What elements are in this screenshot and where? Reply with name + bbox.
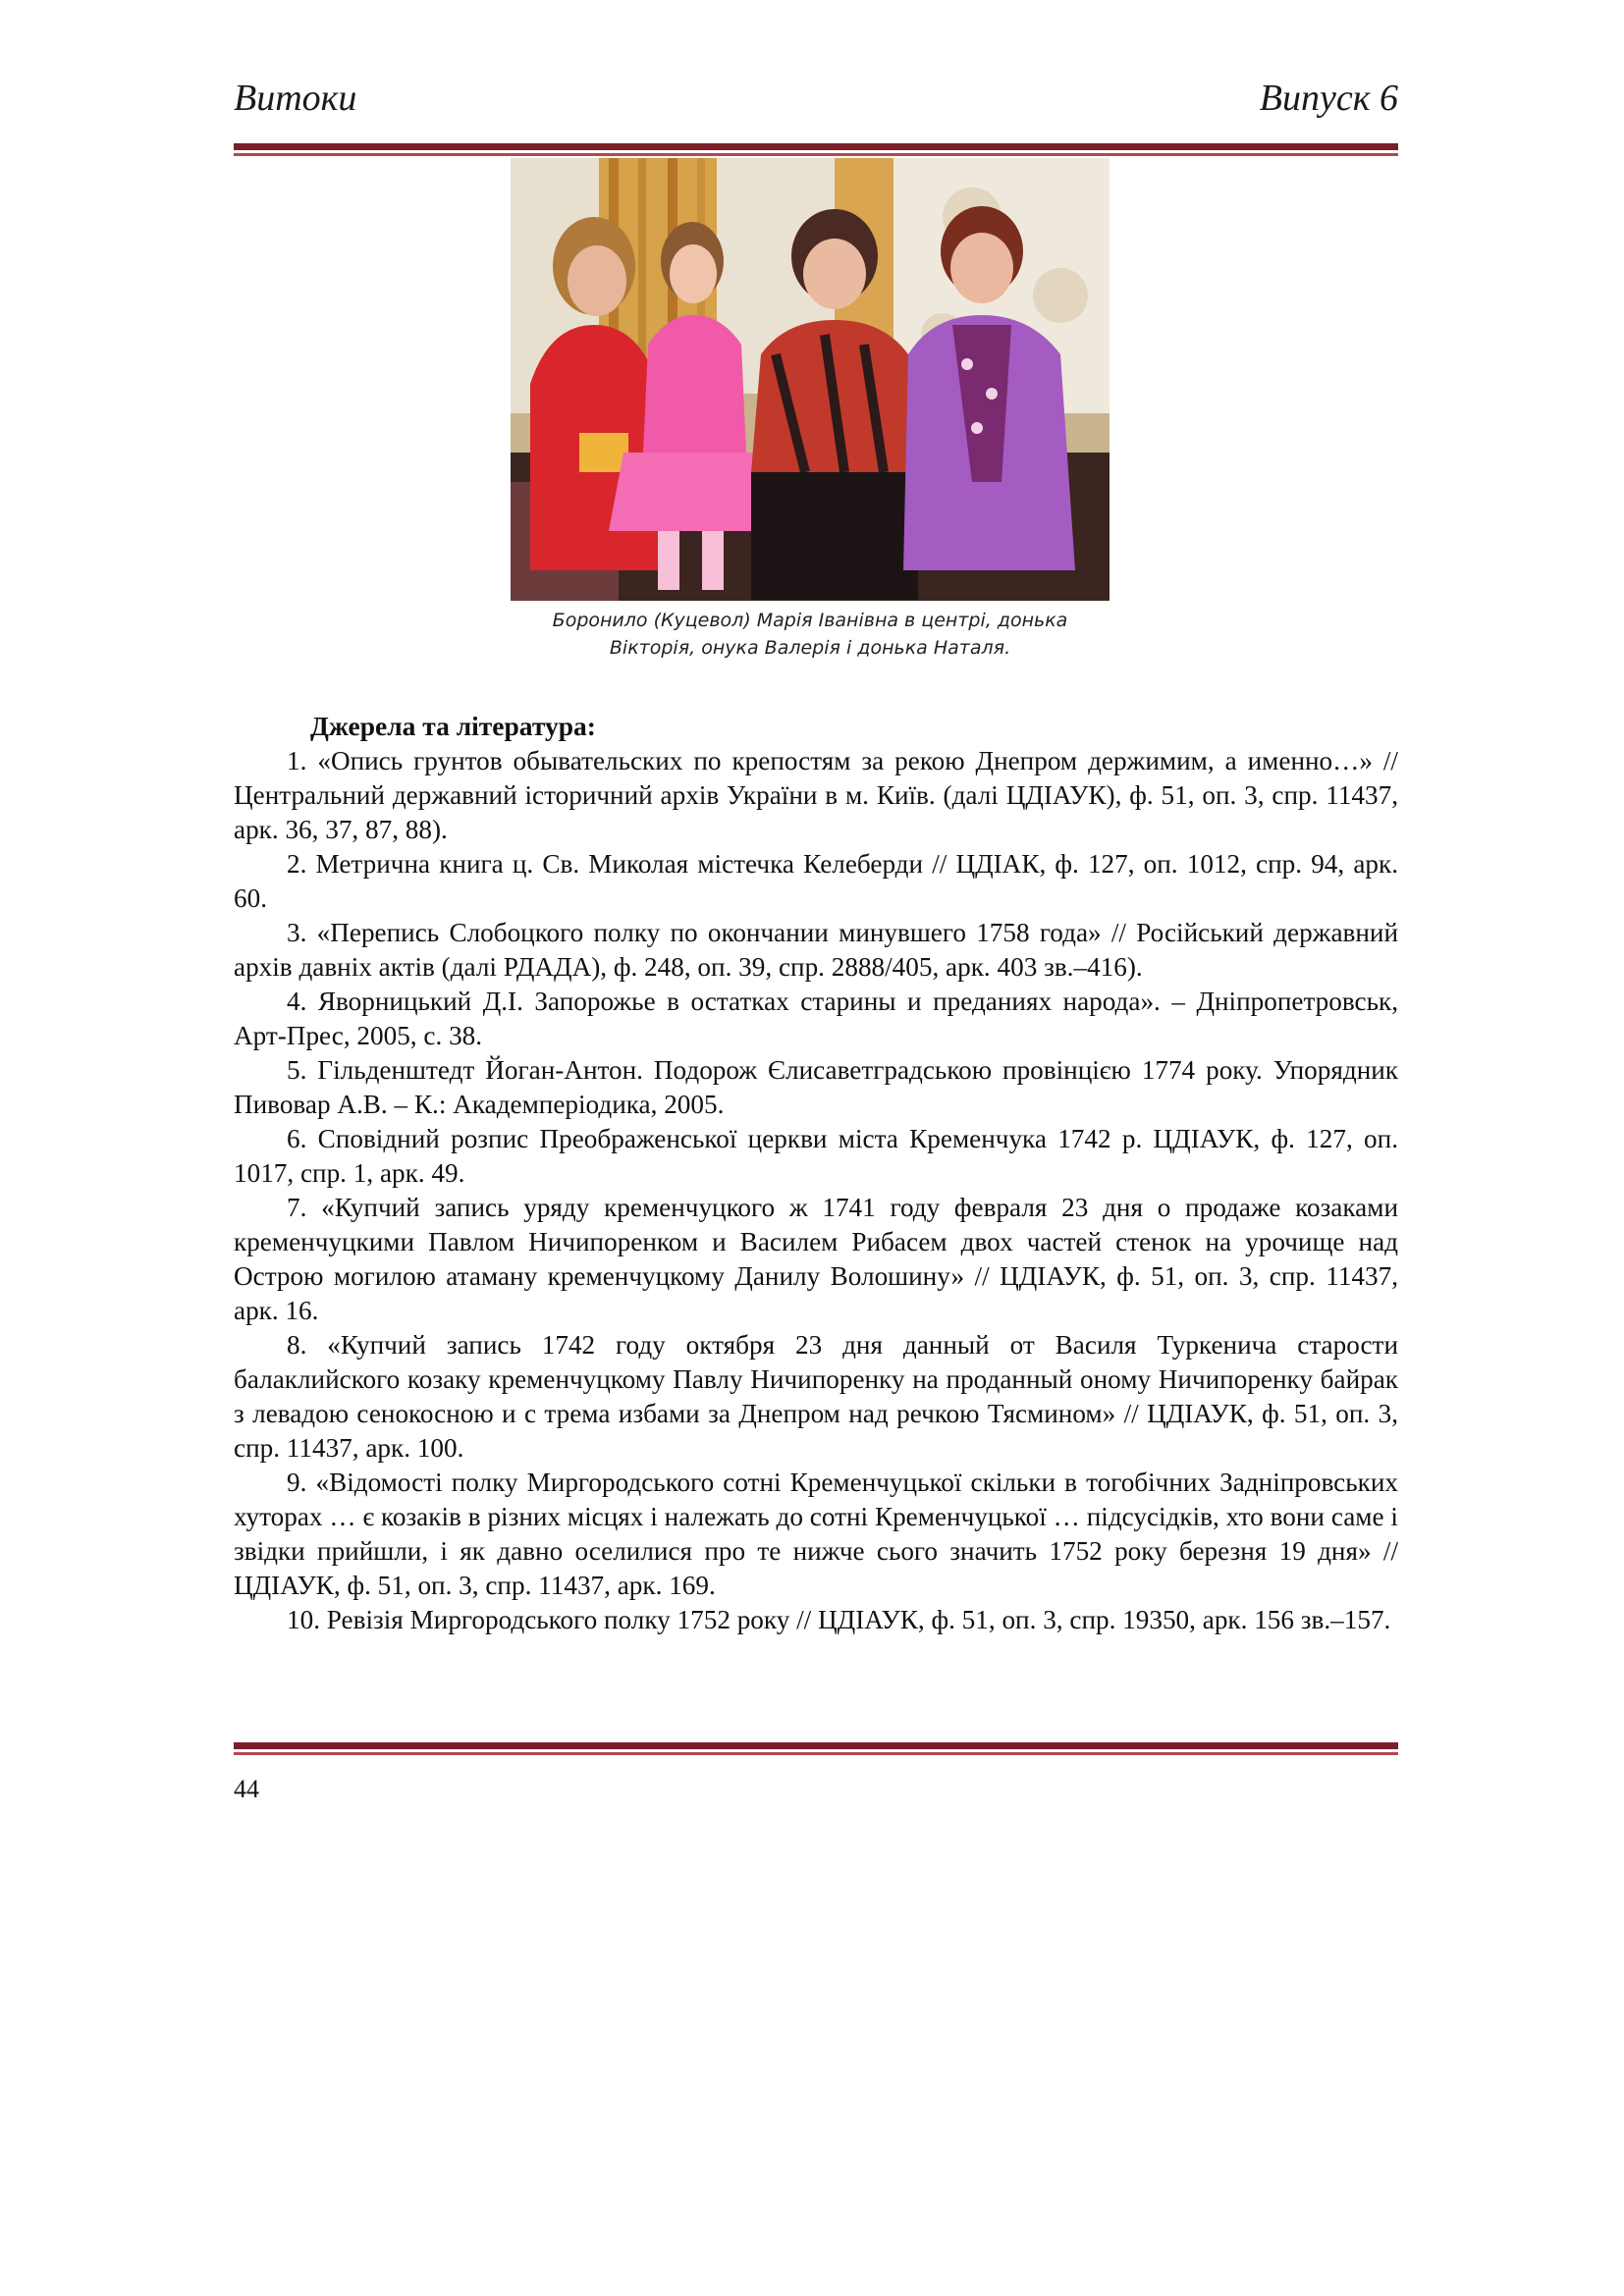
source-item-2: 2. Метрична книга ц. Св. Миколая містечка Келеберди // ЦДІАК, ф. 127, оп. 1012, спр. 94, арк. 60. <box>234 849 1398 913</box>
page-number: 44 <box>234 1775 259 1803</box>
issue-number: Випуск 6 <box>1259 78 1398 119</box>
source-item-7: 7. «Купчий запись уряду кременчуцкого ж 1741 году февраля 23 дня о продаже козаками кременчуцкими Павлом Ничипоренком и Василем Рибасем двох частей стенок на урочище над Острою могилою атаману кременчуцкому Данилу Волошину» // ЦДІАУК, ф. 51, оп. 3, спр. 11437, арк. 16. <box>234 1193 1398 1325</box>
sources-heading: Джерела та література: <box>310 711 596 741</box>
source-item-1: 1. «Опись грунтов обывательских по крепостям за рекою Днепром держимим, а именно…» // Центральний державний історичний архів України в м. Київ. (далі ЦДІАУК), ф. 51, оп. 3, спр. 11437, арк. 36, 37, 87, 88). <box>234 746 1398 844</box>
family-photo <box>511 158 1110 601</box>
source-item-5: 5. Гільденштедт Йоган-Антон. Подорож Єлисаветградською провінцією 1774 року. Упорядник Пивовар А.В. – К.: Академперіодика, 2005. <box>234 1055 1398 1119</box>
caption-line-2: Вікторія, онука Валерія і донька Наталя. <box>609 637 1011 659</box>
header-rule-thin <box>234 153 1398 156</box>
figure-caption <box>461 607 1159 662</box>
source-item-9: 9. «Відомості полку Миргородського сотні Кременчуцької скільки в тогобічних Задніпровських хуторах … є козаків в різних місцях і належать до сотні Кременчуцької … підсусідків, хто вони саме і звідки прийшли, і як давно оселилися про те нижче сього значить 1752 року березня 19 дня» // ЦДІАУК, ф. 51, оп. 3, спр. 11437, арк. 169. <box>234 1468 1398 1600</box>
sources-section <box>234 709 1398 1637</box>
running-header <box>234 77 1398 128</box>
footer-rule-thin <box>234 1752 1398 1755</box>
footer-rule <box>234 1742 1398 1755</box>
source-item-4: 4. Яворницький Д.І. Запорожье в остатках старины и преданиях народа». – Дніпропетровськ, Арт-Прес, 2005, с. 38. <box>234 987 1398 1050</box>
family-photo-illustration <box>511 158 1110 601</box>
footer-rule-thick <box>234 1742 1398 1749</box>
header-rule <box>234 143 1398 156</box>
journal-title: Витоки <box>234 78 357 119</box>
source-item-8: 8. «Купчий запись 1742 году октября 23 дня данный от Василя Туркенича старости балаклийского козаку кременчуцкому Павлу Ничипоренку на проданный оному Ничипоренку байрак з левадою сенокосною и с трема избами за Днепром над речкою Тясмином» // ЦДІАУК, ф. 51, оп. 3, спр. 11437, арк. 100. <box>234 1330 1398 1463</box>
source-item-6: 6. Сповідний розпис Преображенської церкви міста Кременчука 1742 р. ЦДІАУК, ф. 127, оп. 1017, спр. 1, арк. 49. <box>234 1124 1398 1188</box>
source-item-10: 10. Ревізія Миргородського полку 1752 року // ЦДІАУК, ф. 51, оп. 3, спр. 19350, арк. 156 зв.–157. <box>287 1605 1391 1634</box>
caption-line-1: Боронило (Куцевол) Марія Іванівна в центрі, донька <box>552 610 1068 631</box>
source-item-3: 3. «Перепись Слобоцкого полку по окончании минувшего 1758 года» // Російський державний архів давніх актів (далі РДАДА), ф. 248, оп. 39, спр. 2888/405, арк. 403 зв.–416). <box>234 918 1398 982</box>
header-rule-thick <box>234 143 1398 150</box>
